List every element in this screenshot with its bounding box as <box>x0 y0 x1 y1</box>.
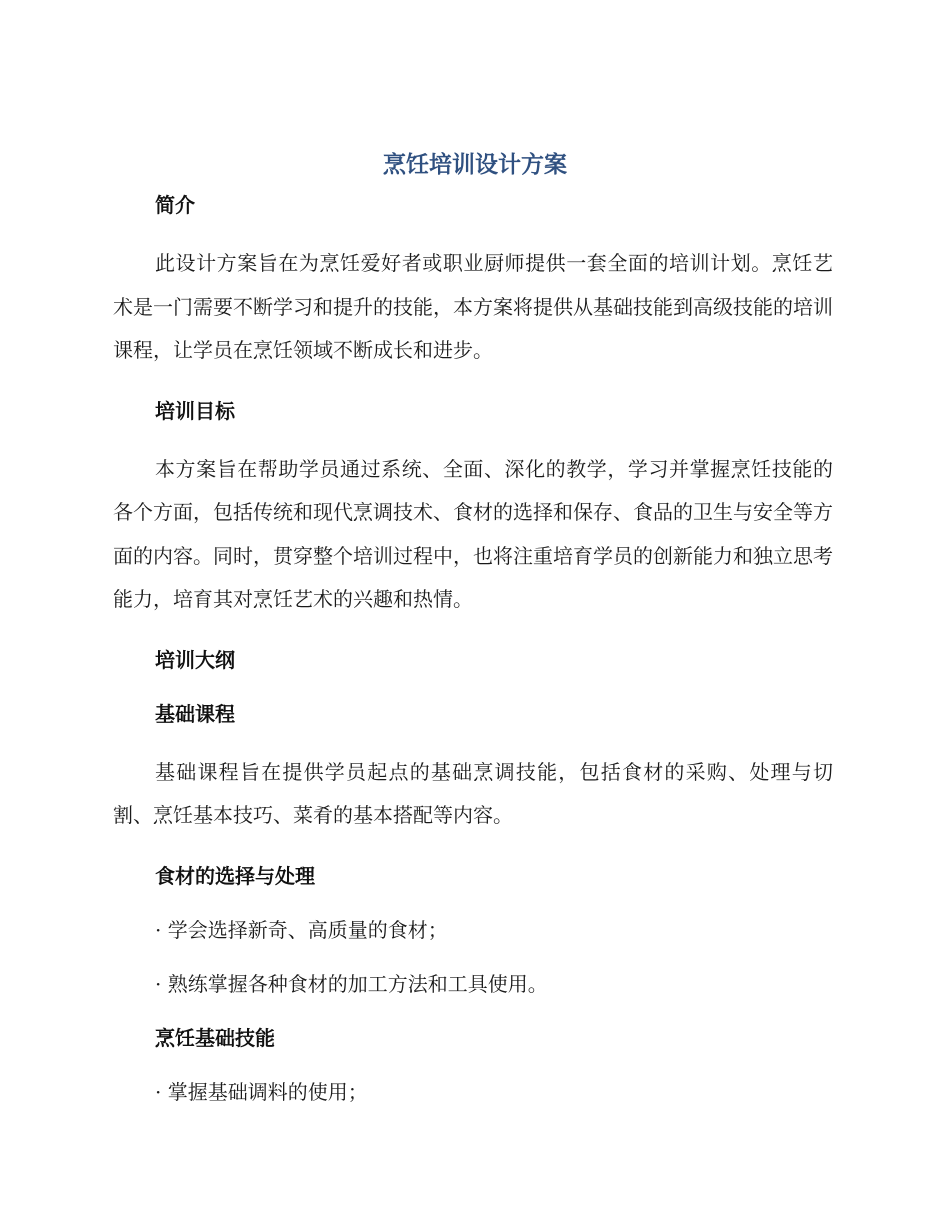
section-heading-outline: 培训大纲 <box>155 647 235 672</box>
bullet-item: · 熟练掌握各种食材的加工方法和工具使用。 <box>155 971 548 996</box>
section-heading-goals: 培训目标 <box>155 398 235 423</box>
document-body <box>113 188 833 1109</box>
section-heading-intro: 简介 <box>155 193 195 217</box>
bullet-item: · 掌握基础调料的使用； <box>155 1079 368 1104</box>
paragraph-intro: 此设计方案旨在为烹饪爱好者或职业厨师提供一套全面的培训计划。烹饪艺术是一门需要不断学习和提升的技能，本方案将提供从基础技能到高级技能的培训课程，让学员在烹饪领域不断成长和进步。 <box>113 251 833 362</box>
document-title: 烹饪培训设计方案 <box>383 152 567 178</box>
section-heading-basic-course: 基础课程 <box>155 701 235 726</box>
paragraph-goals: 本方案旨在帮助学员通过系统、全面、深化的教学，学习并掌握烹饪技能的各个方面，包括传统和现代烹调技术、食材的选择和保存、食品的卫生与安全等方面的内容。同时，贯穿整个培训过程中，也将注重培育学员的创新能力和独立思考能力，培育其对烹饪艺术的兴趣和热情。 <box>113 456 833 611</box>
paragraph-basic-course: 基础课程旨在提供学员起点的基础烹调技能，包括食材的采购、处理与切割、烹饪基本技巧、菜肴的基本搭配等内容。 <box>113 759 833 827</box>
bullet-item: · 学会选择新奇、高质量的食材； <box>155 917 448 942</box>
section-heading-ingredients: 食材的选择与处理 <box>155 863 315 888</box>
section-heading-cooking-skills: 烹饪基础技能 <box>155 1025 275 1050</box>
